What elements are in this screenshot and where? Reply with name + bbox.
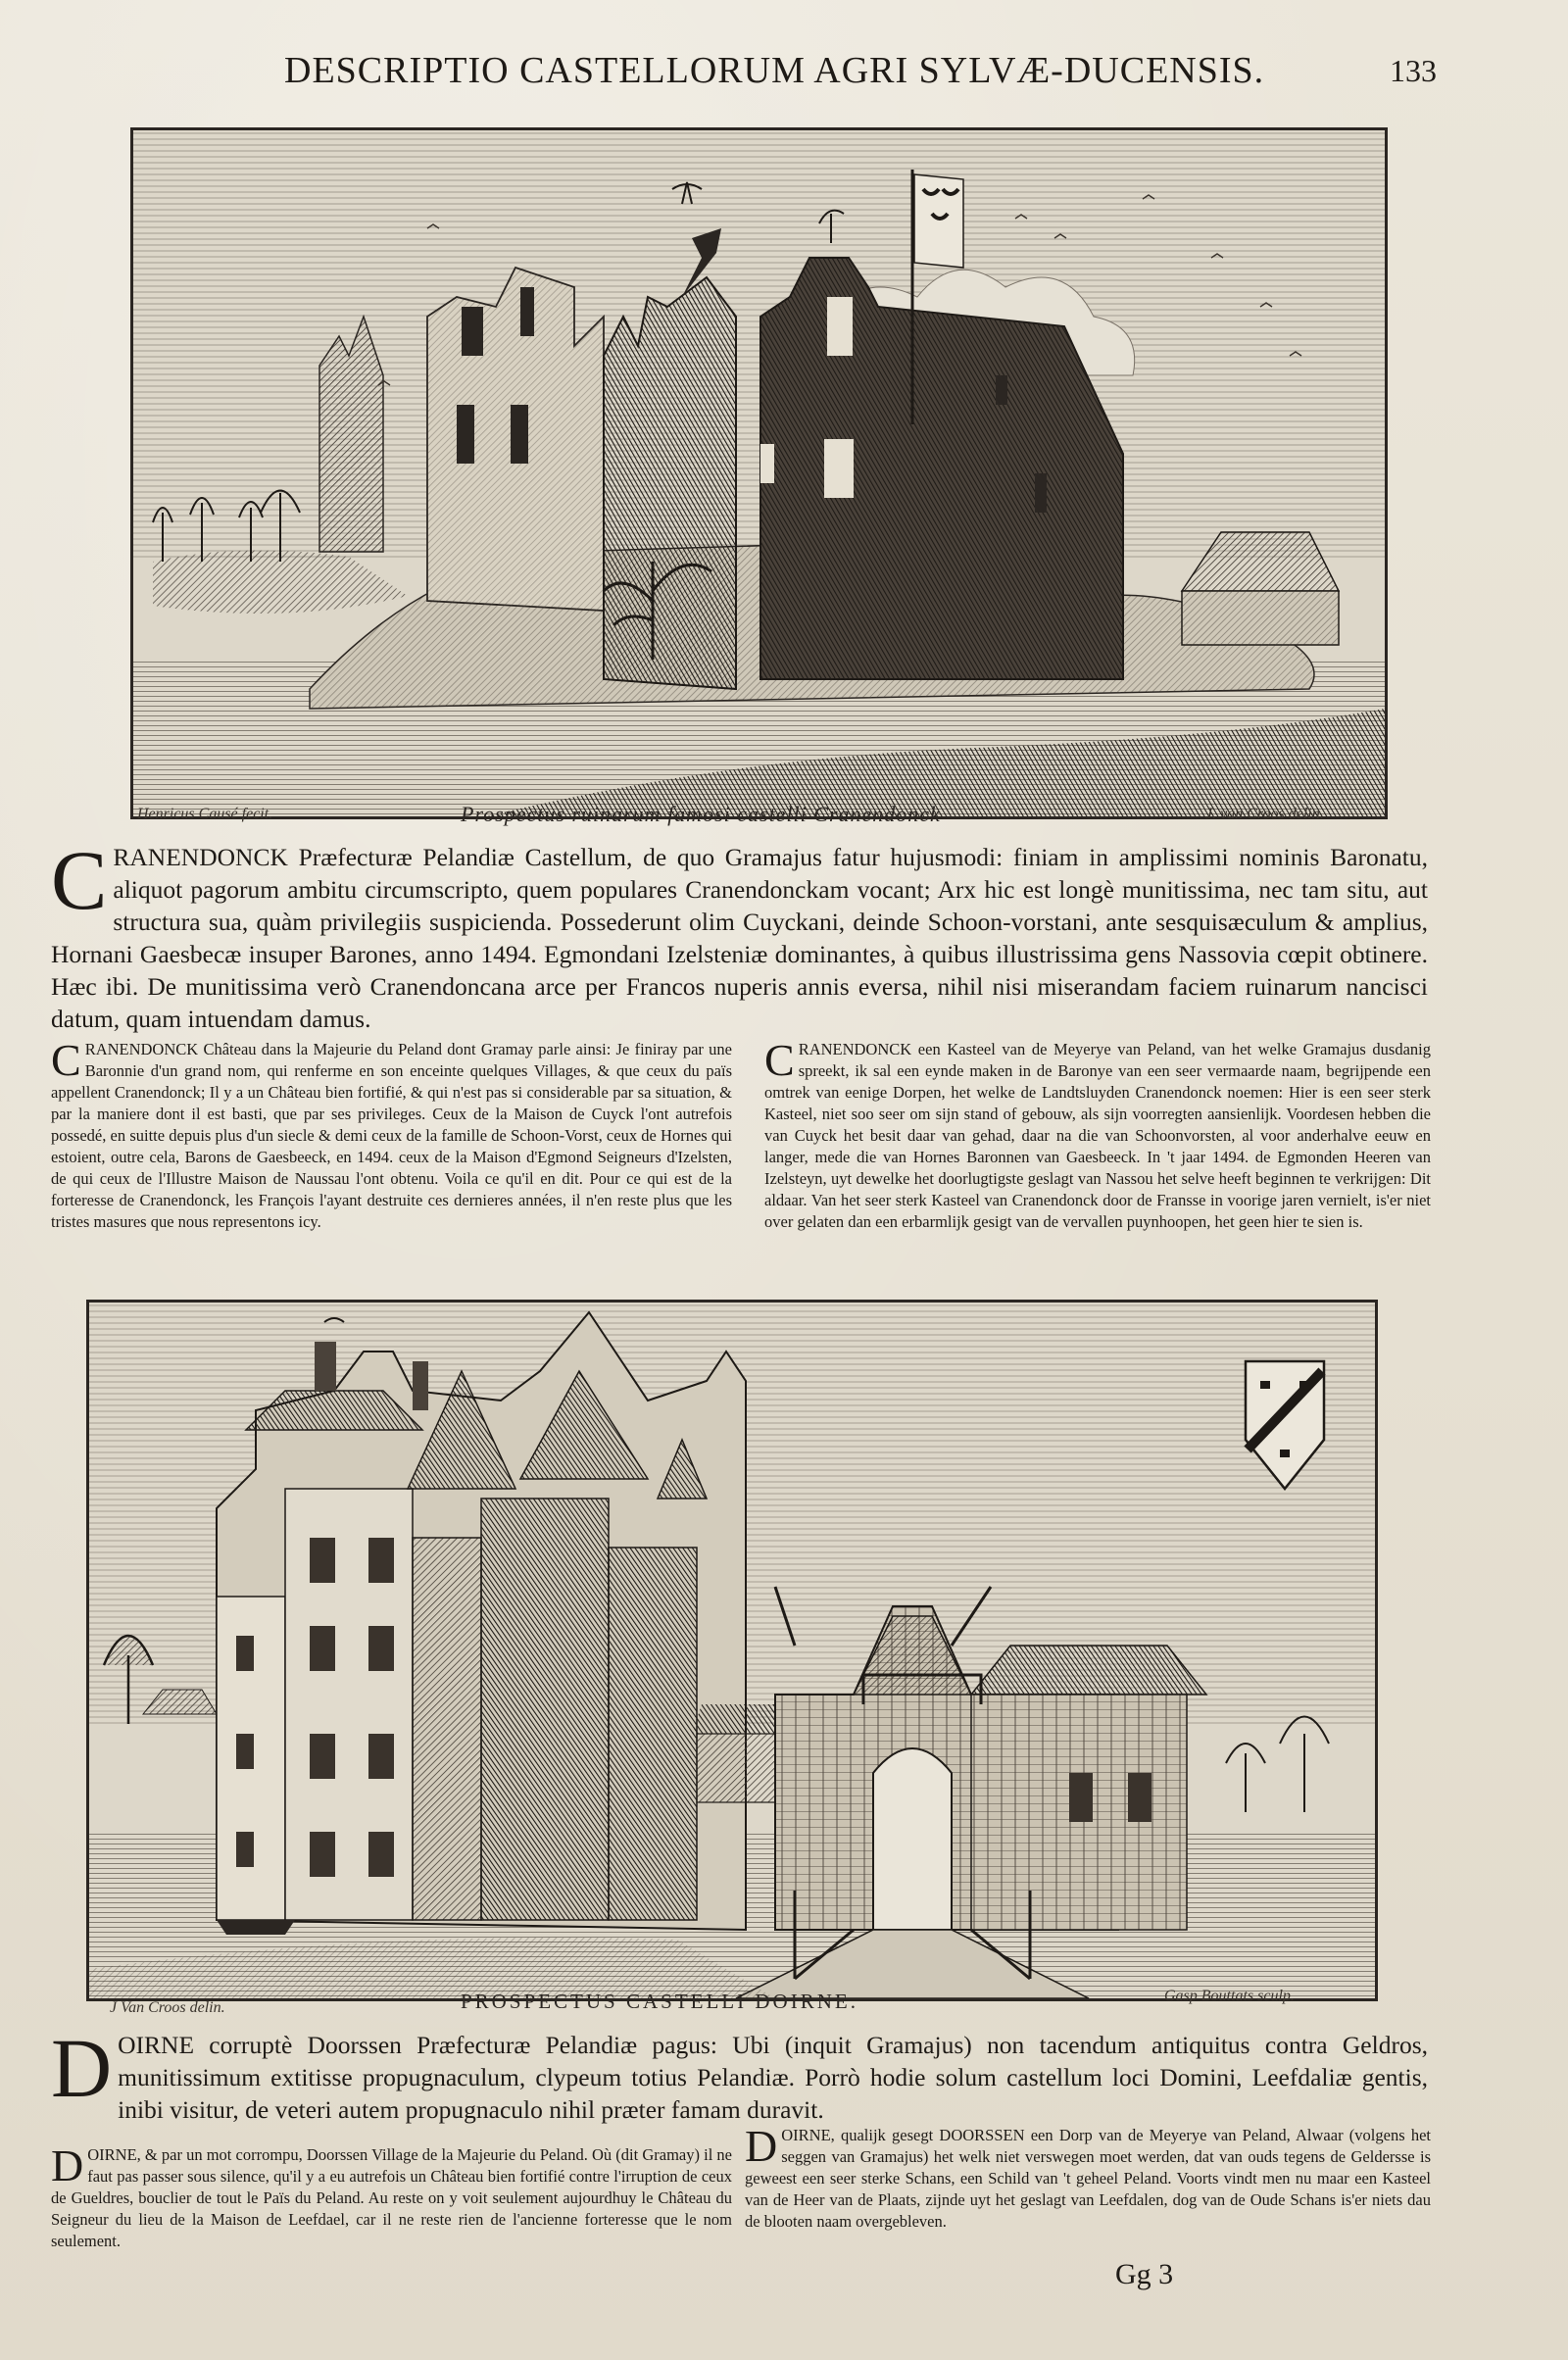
dropcap: C: [51, 1035, 81, 1085]
dutch-column-doirne: [745, 2121, 1431, 2233]
page-header: [0, 49, 1568, 108]
dutch-column-cranendonck: [764, 1035, 1431, 1233]
dropcap: D: [51, 2140, 84, 2190]
plate2-left-credit: J Van Croos delin.: [110, 1999, 225, 2016]
latin-text: RANENDONCK Præfecturæ Pelandiæ Castellum, de quo Gramajus fatur hujusmodi: finiam in amplissimi nominis Baronatu, aliquot pagorum ambitu circumscripto, quem populares Cranendonckam vocant; Arx hic est longè munitissima, nec tam situ, aut structura sua, quàm privilegiis suspicienda. Possederunt olim Cuyckani, deinde Schoon-vorstani, ante sesquisæculum & amplius, Hornani Gaesbecæ insuper Barones, anno 1494. Egmondani Izelsteniæ dominantes, à quibus illustrissima gens Nassovia cœpit obtinere. Hæc ibi. De munitissima verò Cranendoncana arce per Francos nuperis annis eversa, nihil nisi miserandam faciem ruinarum nancisci datum, quam intuendam damus.: [51, 843, 1428, 1033]
dutch-text: OIRNE, qualijk gesegt DOORSSEN een Dorp van de Meyerye van Peland, Alwaar (volgens het seggen van Gramajus) het welk niet verswegen moet werden, dat van ouds tegens de Geldersse is geweest een seer sterke Schans, een Schild van 't geheel Peland. Voorts vindt men nu maar een Kasteel van de Heer van de Plaats, zijnde uyt het geslagt van Leefdalen, dog van de Oude Schans is'er niets dau de blooten naam overgebleven.: [745, 2126, 1431, 2231]
plate2-caption: PROSPECTUS CASTELLI DOIRNE.: [461, 1990, 858, 2013]
latin-text: OIRNE corruptè Doorssen Præfecturæ Pelandiæ pagus: Ubi (inquit Gramajus) non tacendum antiquitus contra Geldros, munitissimum extitisse propugnaculum, clypeum totius Pelandiæ. Porrò hodie solum castellum loci Domini, Leefdaliæ gentis, inibi visitur, de veteri autem propugnaculo nihil præter famam duravit.: [118, 2031, 1428, 2124]
page-title: DESCRIPTIO CASTELLORUM AGRI SYLVÆ-DUCENSIS.: [284, 50, 1265, 91]
engraving-cranendonck-ruins: [130, 127, 1388, 819]
french-text: RANENDONCK Château dans la Majeurie du Peland dont Gramay parle ainsi: Je finiray par une Baronnie d'un grand nom, qui renferme en son enceinte quelques Villages, & que ceux du païs appellent Cranendonck; Il y a un Château bien fortifié, & qui n'est pas si considerable par sa situation, & par la maniere dont il est basti, que par ses privileges. Ceux de la Maison de Cuyck l'ont autrefois possedé, en suitte depuis plus d'un siecle & demi ceux de la famille de Schoon-Vorst, ceux de Hornes qui estoient, outre cela, Barons de Gaesbeeck, en 1494. ceux de la Maison d'Egmond Seigneurs d'Izelsten, de qui ceux de l'Illustre Maison de Naussau l'ont obtenu. Voila ce qu'il en dit. Pour ce qui est de la forteresse de Cranendonck, les François l'ayant destruite ces dernieres années, il n'en reste plus que les tristes masures que nous representons icy.: [51, 1040, 732, 1231]
french-column-cranendonck: [51, 1035, 732, 1233]
plate1-right-credit: J. van Croos delin.: [1205, 806, 1324, 822]
castle-doirne-illustration: [89, 1303, 1375, 1998]
engraving-castle-doirne: [86, 1300, 1378, 2001]
signature-mark: Gg 3: [1115, 2258, 1174, 2290]
french-column-doirne: [51, 2140, 732, 2252]
dropcap: C: [764, 1035, 795, 1085]
plate2-right-credit: Gasp Bouttats sculp.: [1164, 1988, 1295, 2004]
french-text: OIRNE, & par un mot corrompu, Doorssen Village de la Majeurie du Peland. Où (dit Gramay) il ne faut pas passer sous silence, qu'il y a eu autrefois un Château bien fortifié contre l'irruption de ceux de Gueldres, bouclier de tout le Païs du Peland. Au reste on y voit seulement aujourdhuy le Château du Seigneur du lieu de la Maison de Leefdael, car il ne reste rien de l'ancienne forteresse que le nom seulement.: [51, 2145, 732, 2250]
plate1-caption: Prospectus ruinarum famosi castelli Cranendonck: [461, 802, 941, 826]
latin-paragraph-cranendonck: [51, 833, 1428, 1035]
ruins-illustration: [133, 130, 1385, 816]
dropcap: D: [51, 2021, 113, 2115]
dropcap: D: [745, 2121, 778, 2171]
dutch-text: RANENDONCK een Kasteel van de Meyerye van Peland, van het welke Gramajus dusdanig spreekt, ik sal een eynde maken in de Baronye van een seer vermaarde naam, begrijpende een omtrek van eenige Dorpen, het welke de Landtsluyden Cranendonck noemen: Hier is een seer sterk Kasteel, niet soo seer om sijn stand of gebouw, als sijn voorregten aansienlijk. Voordesen hebben die van Cuyck het besit daar van gehad, daar na die van Schoonvorsten, al voor anderhalve eeuw en langer, mede die van Hornes Baronnen van Gaesbeeck. In 't jaar 1494. de Egmonden Heeren van Izelsteyn, uyt dewelke het doorlugtigste geslagt van Nassou het selve heeft beginnen te verkrijgen: Dit aldaar. Van het seer sterk Kasteel van Cranendonck door de Fransse in voorige jaren vernielt, is'er niet over gelaten dan een erbarmlijk gesigt van de vervallen puynhoopen, het geen hier te sien is.: [764, 1040, 1431, 1231]
page-number: 133: [1390, 53, 1437, 88]
latin-paragraph-doirne: [51, 2021, 1428, 2126]
plate1-left-credit: Henricus Causé fecit.: [137, 806, 273, 822]
dropcap: C: [51, 833, 108, 927]
